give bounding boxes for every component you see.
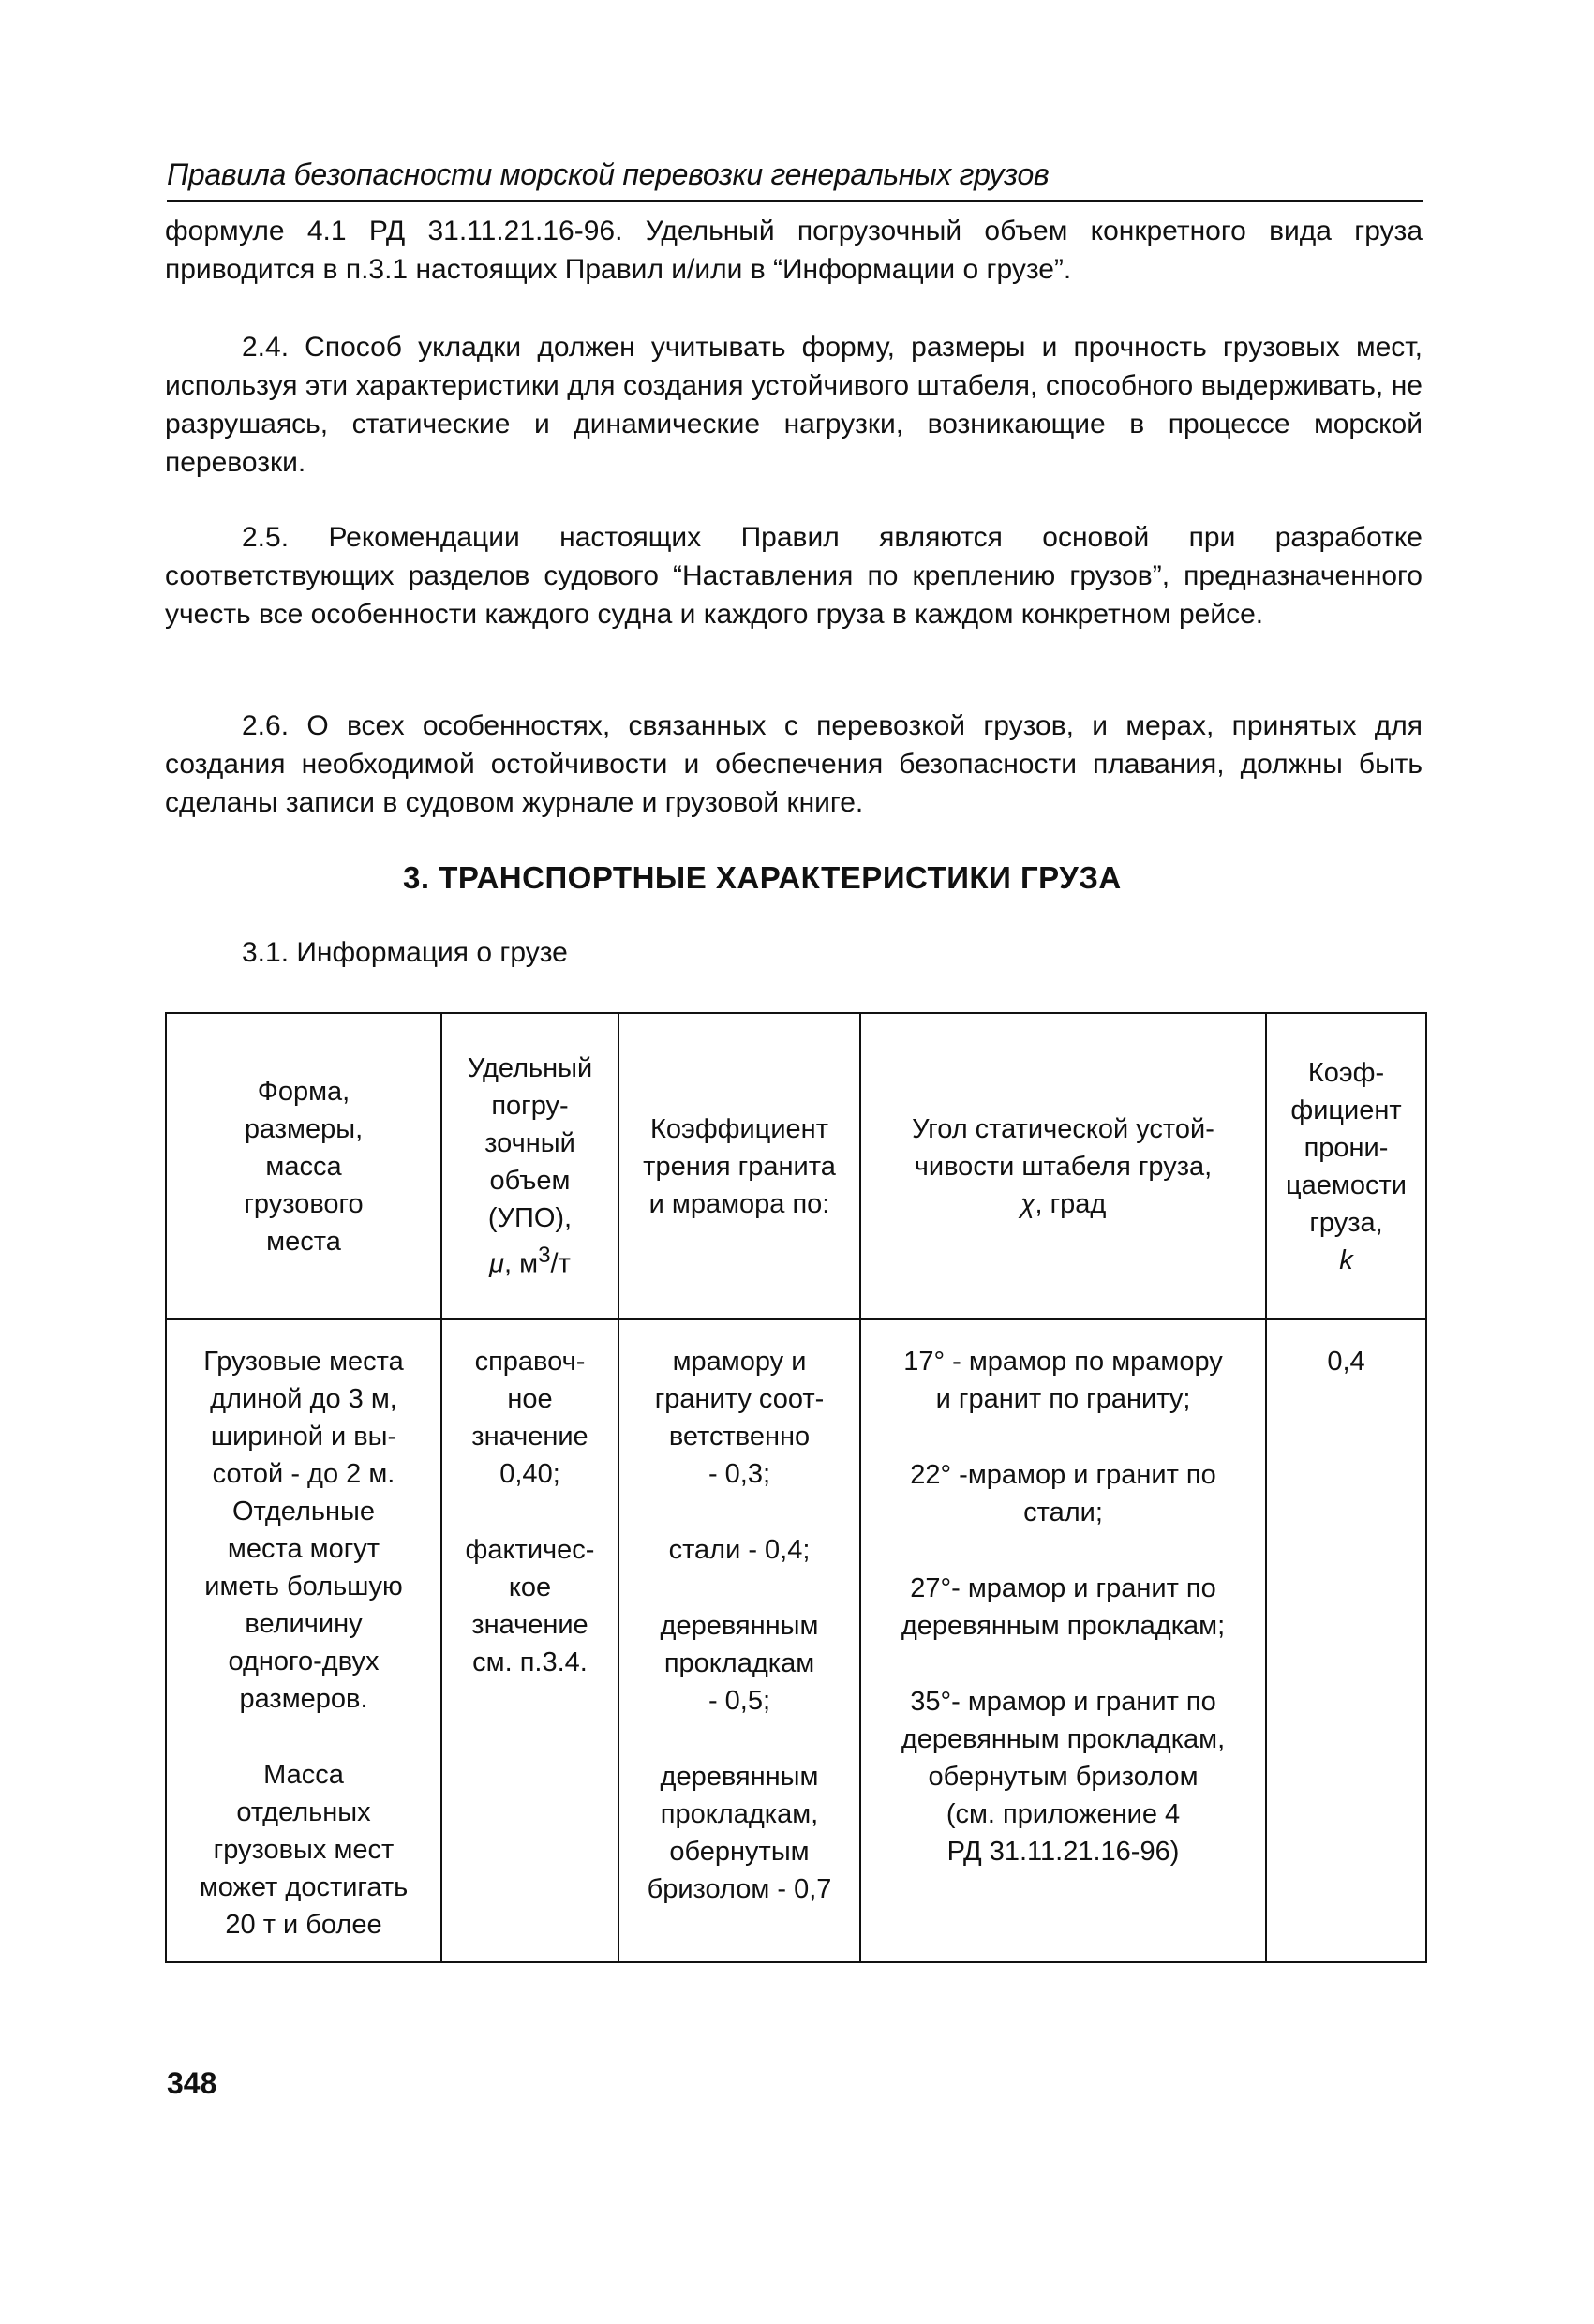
paragraph-2-6: 2.6. О всех особенностях, связанных с перевозкой грузов, и мерах, принятых для создания необходимой остойчивости и обеспечения безопасности плавания, должны быть сделаны записи в судовом журнале и грузовой книге. (165, 710, 1423, 818)
text-line: значение (471, 1610, 588, 1640)
text-line: деревянным прокладкам; (901, 1611, 1226, 1641)
text-line: Форма, (257, 1076, 350, 1107)
text-line: фактичес- (465, 1535, 595, 1565)
header-specific-volume: Удельный погру- зочный объем (УПО), μ, $м^3/т$ (441, 1013, 618, 1319)
text-line: Коэффициент (650, 1113, 828, 1144)
text-line: прокладкам (663, 1648, 815, 1678)
text-block (864, 1343, 1262, 1418)
text-line: деревянным (660, 1762, 819, 1792)
cargo-info-table (165, 1012, 1427, 1963)
text-line: цаемости (1286, 1169, 1407, 1200)
text-line: мрамору и (672, 1347, 807, 1377)
text-block (445, 1531, 615, 1681)
text-line: обернутым бризолом (928, 1762, 1199, 1792)
text-line: 17° - мрамор по мрамору (903, 1347, 1223, 1377)
text-line: справоч- (474, 1347, 586, 1377)
text-line: ное (507, 1384, 553, 1414)
text-line: величину (245, 1609, 363, 1639)
table-header-row (166, 1013, 1426, 1319)
text-line: фициент (1290, 1095, 1402, 1125)
text-line: деревянным (660, 1611, 819, 1641)
text-block (864, 1456, 1262, 1531)
text-block (622, 1343, 857, 1493)
chi-symbol: χ (1020, 1188, 1035, 1219)
text-line: объем (489, 1166, 571, 1197)
text-line: стали - 0,4; (668, 1535, 811, 1565)
text-line: прокладкам, (660, 1799, 819, 1829)
text-line: 0,40; (499, 1459, 560, 1489)
header-form-size-mass (166, 1013, 441, 1319)
text-line: длиной до 3 м, (210, 1384, 397, 1414)
text-line: отдельных (236, 1797, 371, 1827)
text-line: масса (265, 1151, 342, 1182)
text-line: сотой - до 2 м. (212, 1459, 395, 1489)
text-line: (см. приложение 4 (946, 1799, 1181, 1829)
text-line: стали; (1023, 1497, 1103, 1527)
text-line: РД 31.11.21.16-96) (946, 1837, 1180, 1867)
text-line: места могут (227, 1534, 380, 1564)
text-line: Отдельные (232, 1497, 375, 1527)
table-row (166, 1319, 1426, 1962)
text-line: грузового (244, 1188, 364, 1219)
text-line: ветственно (668, 1422, 811, 1452)
cell-specific-volume (441, 1319, 618, 1962)
text-block (170, 1073, 438, 1260)
paragraph-2-5: 2.5. Рекомендации настоящих Правил являются основой при разработке соответствующих разделов судового “Наставления по креплению грузов”, предназначенного учесть все особенности каждого судна и каждого груза в каждом конкретном рейсе. (165, 522, 1423, 630)
text-block (622, 1607, 857, 1720)
text-block (622, 1531, 857, 1569)
page-number: 348 (167, 2066, 217, 2100)
text-line: шириной и вы- (210, 1422, 397, 1452)
cell-permeability: 0,4 (1266, 1319, 1426, 1962)
text-line: зочный (484, 1128, 575, 1159)
text-line: (УПО), (487, 1203, 573, 1234)
text-block (622, 1758, 857, 1908)
cell-form-size-mass (166, 1319, 441, 1962)
text-block (864, 1570, 1262, 1645)
subsection-title: 3.1. Информация о грузе (242, 937, 568, 968)
text-line: трения гранита (643, 1151, 836, 1182)
cell-stability-angle (860, 1319, 1266, 1962)
text-line: чивости штабеля груза, (914, 1151, 1213, 1182)
text-line: Масса (263, 1760, 344, 1790)
text-line: деревянным прокладкам, (901, 1724, 1226, 1754)
paragraph-continuation: формуле 4.1 РД 31.11.21.16-96. Удельный погрузочный объем конкретного вида груза приводится в п.3.1 настоящих Правил и/или в “Информации о грузе”. (165, 216, 1423, 285)
text-line: погру- (491, 1091, 569, 1122)
text-line: граниту соот- (654, 1384, 825, 1414)
cell-friction-coefficient (618, 1319, 860, 1962)
text-line: бризолом - 0,7 (647, 1874, 832, 1904)
k-symbol: k (1339, 1244, 1353, 1275)
text-block (1270, 1054, 1423, 1242)
text-line: Угол статической устой- (912, 1113, 1214, 1144)
text-line: - 0,3; (708, 1459, 771, 1489)
text-line: значение (471, 1422, 588, 1452)
text-block (170, 1343, 438, 1718)
text-line: Коэф- (1307, 1057, 1385, 1088)
text-line: может достигать (199, 1872, 409, 1902)
text-block (170, 1756, 438, 1944)
text-line: - 0,5; (708, 1686, 771, 1716)
text-line: Удельный (467, 1053, 593, 1084)
text-line: размеров. (239, 1684, 368, 1714)
section-title: 3. ТРАНСПОРТНЫЕ ХАРАКТЕРИСТИКИ ГРУЗА (403, 860, 1122, 895)
text-line: 22° -мрамор и гранит по (910, 1460, 1216, 1490)
text-block (445, 1050, 615, 1237)
text-block (864, 1683, 1262, 1870)
text-line: Грузовые места (203, 1347, 404, 1377)
text-line: 27°- мрамор и гранит по (910, 1573, 1216, 1603)
text-line: кое (508, 1572, 552, 1602)
text-line: см. п.3.4. (472, 1647, 588, 1677)
header-stability-angle: Угол статической устой- чивости штабеля груза, χ, град (860, 1013, 1266, 1319)
text-line: груза, (1309, 1207, 1383, 1238)
text-line: иметь большую (204, 1572, 403, 1601)
mu-symbol: μ (489, 1248, 505, 1279)
text-line: 20 т и более (225, 1910, 382, 1940)
text-line: прони- (1304, 1132, 1389, 1163)
text-line: размеры, (244, 1113, 364, 1144)
header-permeability (1266, 1013, 1426, 1319)
text-line: места (266, 1226, 341, 1257)
text-block (864, 1110, 1262, 1185)
text-line: и мрамора по: (648, 1188, 830, 1219)
text-line: и гранит по граниту; (935, 1384, 1191, 1414)
paragraph-2-4: 2.4. Способ укладки должен учитывать форму, размеры и прочность грузовых мест, используя эти характеристики для создания устойчивого штабеля, способного выдерживать, не разрушаясь, статические и динамические нагрузки, возникающие в процессе морской перевозки. (165, 332, 1423, 478)
text-block (445, 1343, 615, 1493)
running-header: Правила безопасности морской перевозки генеральных грузов (167, 157, 1423, 202)
header-friction-coefficient (618, 1013, 860, 1319)
text-line: 35°- мрамор и гранит по (910, 1687, 1216, 1717)
text-line: одного-двух (228, 1646, 380, 1676)
text-line: грузовых мест (213, 1835, 395, 1865)
text-line: обернутым (669, 1837, 810, 1867)
text-block (622, 1110, 857, 1223)
